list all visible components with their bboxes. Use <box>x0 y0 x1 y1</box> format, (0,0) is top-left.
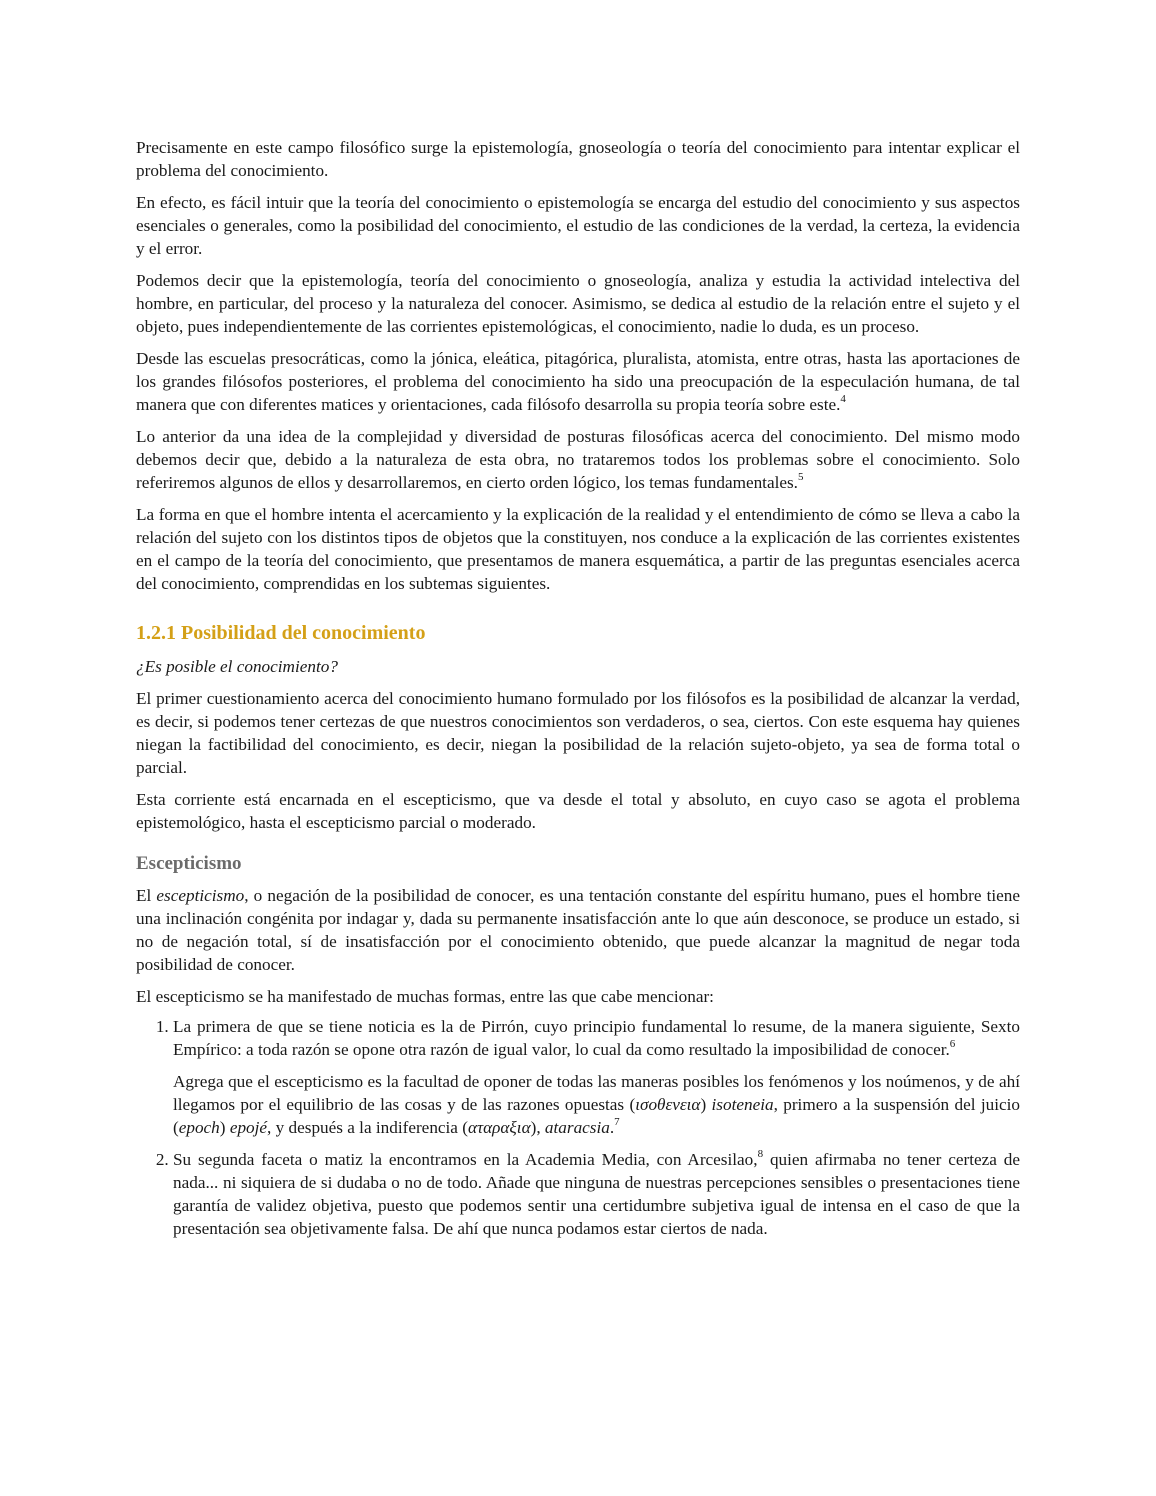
greek-term: αταραξια <box>467 1118 531 1137</box>
term-escepticismo: escepticismo <box>156 886 245 905</box>
footnote-ref-6[interactable]: 6 <box>949 1038 956 1051</box>
footnote-ref-8[interactable]: 8 <box>757 1148 764 1161</box>
term-isoteneia: isoteneia <box>711 1095 774 1114</box>
term-epoje: epojé <box>229 1118 268 1137</box>
footnote-ref-5[interactable]: 5 <box>797 471 804 484</box>
greek-term: epoch <box>178 1118 220 1137</box>
paragraph: En efecto, es fácil intuir que la teoría del conocimiento o epistemología se encarga del estudio del conocimiento y sus aspectos esenciales o generales, como la posibilidad del conocimiento, el estudio de las condiciones de la verdad, la certeza, la evidencia y el error. <box>136 193 1020 258</box>
list-item: 2. Su segunda faceta o matiz la encontramos en la Academia Media, con Arcesilao,$^8$ quien afirmaba no tener certeza de nada... ni siquiera de si dudaba o no de todo. Añade que ninguna de nuestras percepciones sensibles o presentaciones tiene garantía de validez objetiva, puesto que podemos sentir una certidumbre subjetiva igual de intensa en el caso de que la presentación sea objetivamente falsa. De ahí que nunca podamos estar ciertos de nada. <box>173 1148 1020 1240</box>
paragraph: El escepticismo, o negación de la posibilidad de conocer, es una tentación constante del espíritu humano, pues el hombre tiene una inclinación congénita por indagar y, dada su permanente insatisfacción ante lo que aún desconoce, se produce un estado, si no de negación total, sí de insatisfacción por el conocimiento obtenido, que puede alcanzar la magnitud de negar toda posibilidad de conocer. <box>136 886 1020 974</box>
paragraph: El escepticismo se ha manifestado de muchas formas, entre las que cabe mencionar: <box>136 987 714 1006</box>
section-heading: 1.2.1 Posibilidad del conocimiento <box>136 622 426 644</box>
epigraph-question: ¿Es posible el conocimiento? <box>136 657 338 676</box>
numbered-list <box>136 1015 1020 1240</box>
document-page <box>136 136 1020 1249</box>
term-ataracsia: ataracsia <box>544 1118 610 1137</box>
paragraph: La forma en que el hombre intenta el acercamiento y la explicación de la realidad y el entendimiento de cómo se lleva a cabo la relación del sujeto con los distintos tipos de objetos que la constituyen, nos conduce a la explicación de las corrientes existentes en el campo de la teoría del conocimiento, que presentamos de manera esquemática, a partir de las preguntas esenciales acerca del conocimiento, comprendidas en los subtemas siguientes. <box>136 505 1020 593</box>
paragraph: Lo anterior da una idea de la complejidad y diversidad de posturas filosóficas acerca del conocimiento. Del mismo modo debemos decir que, debido a la naturaleza de esta obra, no trataremos todos los problemas sobre el conocimiento. Solo referiremos algunos de ellos y desarrollaremos, en cierto orden lógico, los temas fundamentales.$^5$ <box>136 427 1020 492</box>
subsection-heading: Escepticismo <box>136 853 242 874</box>
paragraph: Precisamente en este campo filosófico surge la epistemología, gnoseología o teoría del conocimiento para intentar explicar el problema del conocimiento. <box>136 138 1020 180</box>
footnote-ref-4[interactable]: 4 <box>840 393 846 406</box>
list-item: 1. La primera de que se tiene noticia es la de Pirrón, cuyo principio fundamental lo resume, de la manera siguiente, Sexto Empírico: a toda razón se opone otra razón de igual valor, lo cual da como resultado la imposibilidad de conocer.$^6$ Agrega que el escepticismo es la facultad de oponer de todas las maneras posibles los fenómenos y los noúmenos, y de ahí llegamos por el equilibrio de las cosas y de las razones opuestas (ισοθενεια) isoteneia, primero a la suspensión del juicio (epoch) epojé, y después a la indiferencia (αταραξια), ataracsia.$^7$ <box>173 1015 1020 1139</box>
greek-term: ισοθενεια <box>635 1095 701 1114</box>
footnote-ref-7[interactable]: 7 <box>614 1116 620 1129</box>
paragraph: Podemos decir que la epistemología, teoría del conocimiento o gnoseología, analiza y estudia la actividad intelectiva del hombre, en particular, del proceso y la naturaleza del conocer. Asimismo, se dedica al estudio de la relación entre el sujeto y el objeto, pues independientemente de las corrientes epistemológicas, el conocimiento, nadie lo duda, es un proceso. <box>136 271 1020 336</box>
paragraph: El primer cuestionamiento acerca del conocimiento humano formulado por los filósofos es la posibilidad de alcanzar la verdad, es decir, si podemos tener certezas de que nuestros conocimientos son verdaderos, o sea, ciertos. Con este esquema hay quienes niegan la factibilidad del conocimiento, es decir, niegan la posibilidad de la relación sujeto-objeto, ya sea de forma total o parcial. <box>136 689 1020 777</box>
paragraph: Esta corriente está encarnada en el escepticismo, que va desde el total y absoluto, en cuyo caso se agota el problema epistemológico, hasta el escepticismo parcial o moderado. <box>136 790 1020 832</box>
paragraph: Desde las escuelas presocráticas, como la jónica, eleática, pitagórica, pluralista, atomista, entre otras, hasta las aportaciones de los grandes filósofos posteriores, el problema del conocimiento ha sido una preocupación de la especulación humana, de tal manera que con diferentes matices y orientaciones, cada filósofo desarrolla su propia teoría sobre este.$^4$ <box>136 349 1020 414</box>
